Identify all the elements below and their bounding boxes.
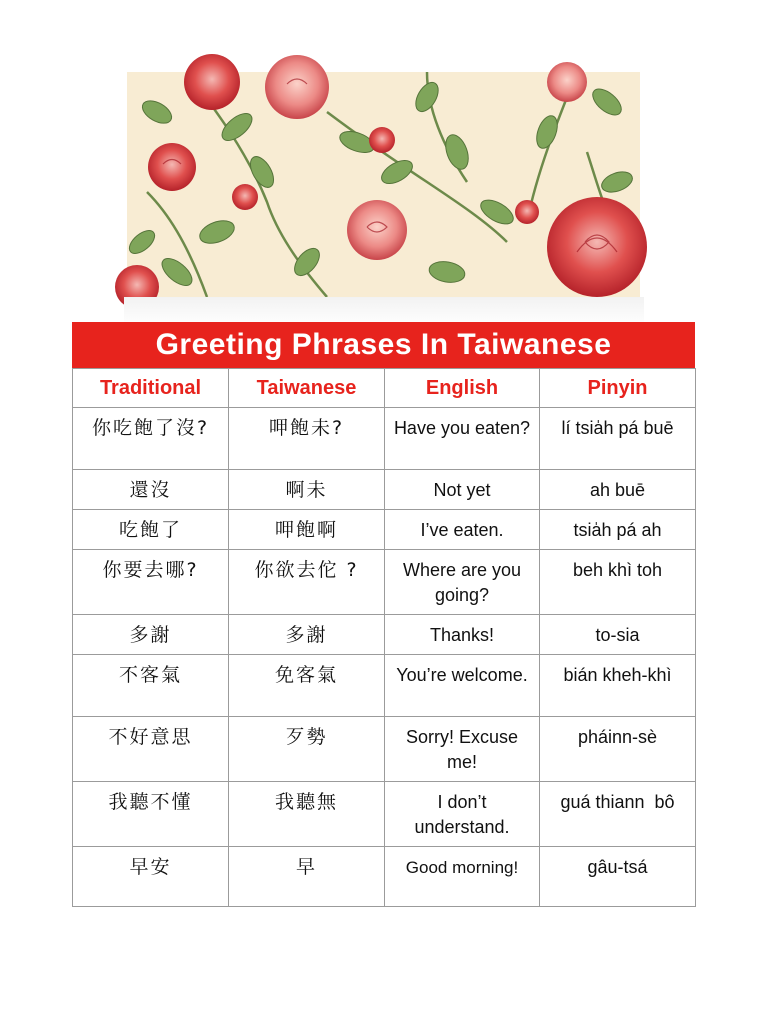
rose-illustration: [127, 72, 640, 297]
cell-pinyin: ah buē: [540, 470, 696, 510]
cell-traditional: 多謝: [73, 615, 229, 655]
cell-pinyin: beh khì toh: [540, 550, 696, 615]
cell-taiwanese: 多謝: [229, 615, 385, 655]
cell-english: You’re welcome.: [385, 655, 540, 717]
cell-pinyin: guá thiann bô: [540, 782, 696, 847]
cell-english: Sorry! Excuse me!: [385, 717, 540, 782]
rose-banner-image: [127, 72, 640, 297]
cell-traditional: 你要去哪?: [73, 550, 229, 615]
cell-english: Where are you going?: [385, 550, 540, 615]
column-header-english: English: [385, 369, 540, 408]
table-row: [73, 510, 696, 550]
cell-traditional: 不客氣: [73, 655, 229, 717]
cell-pinyin: gâu-tsá: [540, 847, 696, 907]
cell-pinyin: tsia̍h pá ah: [540, 510, 696, 550]
title-bar: [72, 322, 695, 368]
cell-pinyin: pháinn-sè: [540, 717, 696, 782]
phrases-table: [72, 368, 696, 907]
table-header-row: [73, 369, 696, 408]
column-header-taiwanese: Taiwanese: [229, 369, 385, 408]
table-row: [73, 470, 696, 510]
cell-taiwanese: 早: [229, 847, 385, 907]
cell-traditional: 吃飽了: [73, 510, 229, 550]
table-row: [73, 408, 696, 470]
cell-traditional: 早安: [73, 847, 229, 907]
cell-english: Thanks!: [385, 615, 540, 655]
cell-traditional: 不好意思: [73, 717, 229, 782]
cell-taiwanese: 呷飽未?: [229, 408, 385, 470]
cell-english: Have you eaten?: [385, 408, 540, 470]
cell-taiwanese: 歹勢: [229, 717, 385, 782]
cell-english: Not yet: [385, 470, 540, 510]
cell-taiwanese: 我聽無: [229, 782, 385, 847]
table-row: [73, 655, 696, 717]
page-title: Greeting Phrases In Taiwanese: [155, 328, 612, 361]
cell-english: I don’t understand.: [385, 782, 540, 847]
column-header-pinyin: Pinyin: [540, 369, 696, 408]
cell-taiwanese: 你欲去佗 ?: [229, 550, 385, 615]
cell-english: Good morning!: [385, 847, 540, 907]
table-row: [73, 717, 696, 782]
cell-pinyin: lí tsia̍h pá buē: [540, 408, 696, 470]
table-row: [73, 550, 696, 615]
cell-taiwanese: 免客氣: [229, 655, 385, 717]
cell-traditional: 你吃飽了沒?: [73, 408, 229, 470]
cell-pinyin: to-sia: [540, 615, 696, 655]
table-row: [73, 847, 696, 907]
table-row: [73, 782, 696, 847]
cell-pinyin: bián kheh-khì: [540, 655, 696, 717]
cell-taiwanese: 呷飽啊: [229, 510, 385, 550]
cell-taiwanese: 啊未: [229, 470, 385, 510]
column-header-traditional: Traditional: [73, 369, 229, 408]
cell-traditional: 還沒: [73, 470, 229, 510]
cell-english: I’ve eaten.: [385, 510, 540, 550]
table-row: [73, 615, 696, 655]
cell-traditional: 我聽不懂: [73, 782, 229, 847]
